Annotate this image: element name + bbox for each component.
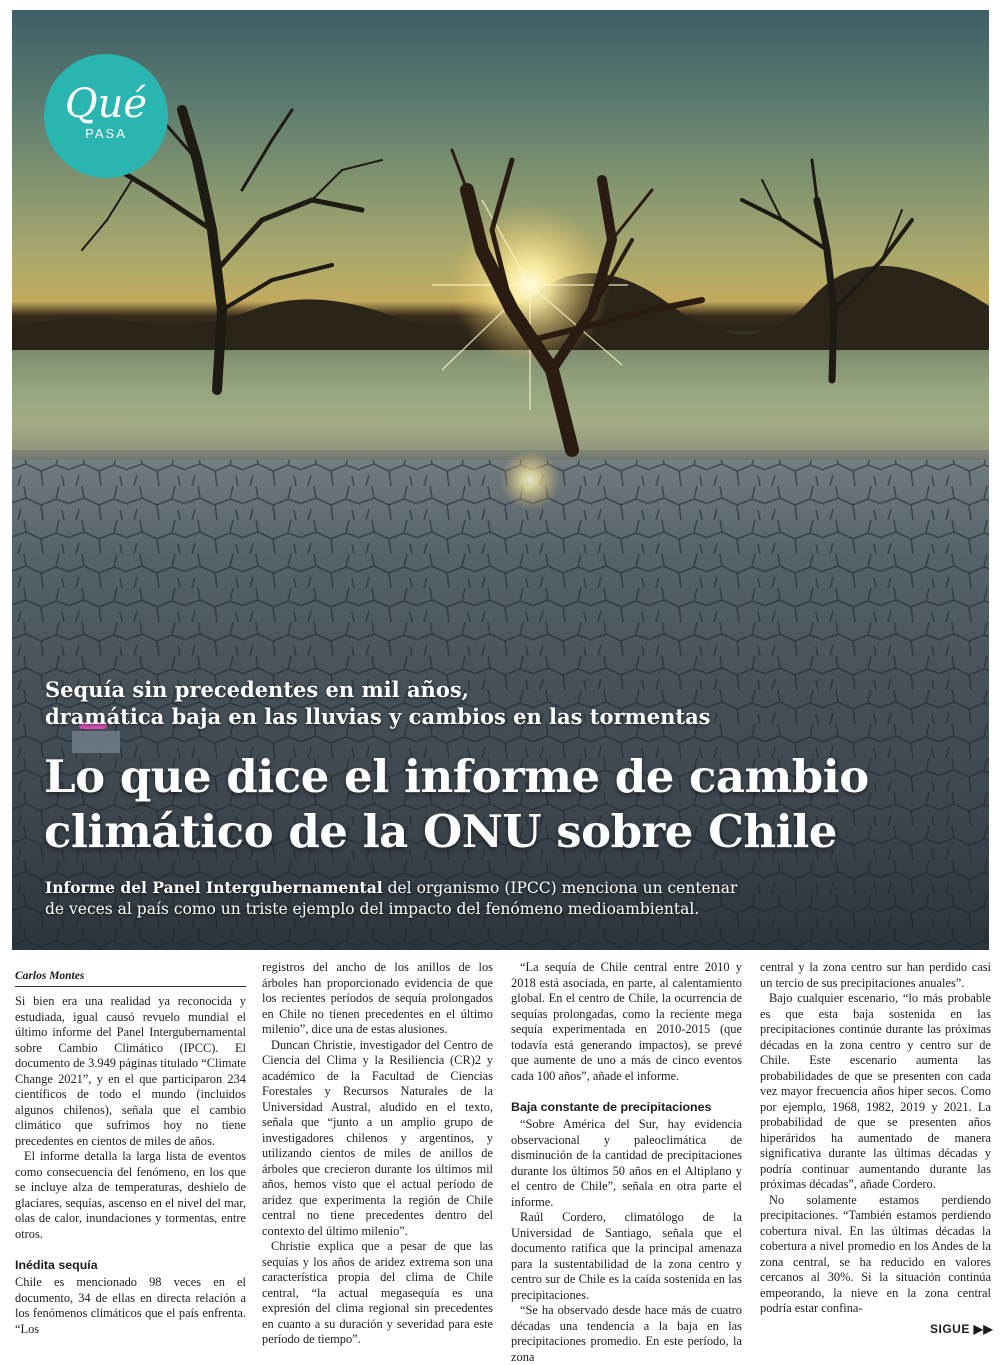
continue-indicator: SIGUE ▶▶ (930, 1322, 994, 1336)
subheading: Inédita sequía (15, 1258, 98, 1272)
kicker (45, 676, 945, 730)
dek-bold: Informe del Panel Intergubernamental (45, 878, 383, 897)
paragraph: Raúl Cordero, climatólogo de la Universidad de Santiago, señala que el documento ratifica que la principal amenaza para la sustentabilidad de la zona centro y centro sur de Chile es la caída sostenida en las precipitaciones. (511, 1210, 742, 1302)
paragraph: “Sobre América del Sur, hay evidencia observacional y paleoclimática de disminución de la cantidad de precipitaciones durante los últimos 50 años en el Altiplano y el centro de Chile”, señala en otra parte el informe. (511, 1117, 742, 1209)
paragraph: No solamente estamos perdiendo precipitaciones. “También estamos perdiendo cobertura nival. En las últimas décadas la cobertura a nivel promedio en los Andes de la zona central, se ha reducido en valores cercanos al 30%. Si la situación continúa empeorando, la nieve en la zona central podría estar confina- (760, 1192, 991, 1315)
paragraph: “La sequía de Chile central entre 2010 y 2018 está asociada, en parte, al calentamiento global. En el centro de Chile, la ocurrencia de sequías prolongadas, como la reciente mega sequía experimentada en 2010-2015 (que todavía está generando impactos), se prevé que aumente de uno a más de cinco eventos cada 100 años”, añade el informe. (511, 960, 742, 1083)
dek-line-2: de veces al país como un triste ejemplo del impacto del fenómeno medioambiental. (45, 900, 700, 918)
que-pasa-logo (44, 54, 168, 178)
logo-subtitle: PASA (85, 126, 127, 141)
dek (45, 877, 845, 920)
article-column-2 (262, 960, 493, 1348)
paragraph: central y la zona centro sur han perdido casi un tercio de sus precipitaciones anuales”. (760, 960, 991, 990)
subheading: Baja constante de precipitaciones (511, 1100, 712, 1114)
kicker-line-2: dramática baja en las lluvias y cambios en las tormentas (45, 704, 711, 729)
headline-line-2: climático de la ONU sobre Chile (44, 805, 837, 858)
paragraph: Duncan Christie, investigador del Centro de Ciencia del Clima y la Resiliencia (CR)2 y académico de la Facultad de Ciencias Forestales y Recursos Naturales de la Universidad Austral, aludido en el texto, señala que “junto a un amplio grupo de investigadores chilenos y argentinos, y utilizando cientos de miles de anillos de árboles que crecieron durante los últimos mil años, hemos visto que el actual período de aridez que experimenta la región de Chile central no tiene precedentes dentro del contexto del último milenio”. (262, 1037, 493, 1238)
article-column-1 (15, 994, 246, 1337)
paragraph: El informe detalla la larga lista de eventos como consecuencia del fenómeno, en los que se incluye alza de temperaturas, deshielo de glaciares, sequías, ascenso en el nivel del mar, olas de calor, inundaciones y tormentas, entre otros. (15, 1149, 246, 1241)
dek-rest: del organismo (IPCC) menciona un centenar (382, 879, 738, 897)
paragraph: “Se ha observado desde hace más de cuatro décadas una tendencia a la baja en las precipitaciones promedio. En este período, la zona (511, 1303, 742, 1364)
dek-line-1 (45, 877, 845, 899)
paragraph: Chile es mencionado 98 veces en el documento, 34 de ellas en directa relación a los fenómenos climáticos que el país enfrenta. “Los (15, 1275, 246, 1336)
paragraph: Christie explica que a pesar de que las sequías y los años de aridez extrema son una característica propia del clima de Chile central, “la actual megasequía es una expresión del clima regional sin precedentes en cuanto a su duración y severidad para este período de tiempo”. (262, 1239, 493, 1346)
byline: Carlos Montes (15, 969, 246, 987)
headline-line-1: Lo que dice el informe de cambio (44, 750, 869, 803)
kicker-line-1: Sequía sin precedentes en mil años, (45, 677, 469, 702)
paragraph: Si bien era una realidad ya reconocida y estudiada, igual causó revuelo mundial el último informe del Panel Intergubernamental sobre Cambio Climático (IPCC). El documento de 3.949 páginas titulado “Climate Change 2021”, y en el que participaron 234 científicos de todo el mundo (incluidos algunos chilenos), señala que el cambio climático que sufrimos hoy no tiene precedentes en cientos de miles de años. (15, 994, 246, 1148)
paragraph: Bajo cualquier escenario, “lo más probable es que esta baja sostenida en las precipitaciones continúe durante las próximas décadas en la zona centro y centro sur de Chile. Este escenario aumenta las probabilidades de que se presenten con cada vez mayor frecuencia años hiper secos. Como por ejemplo, 1968, 1982, 2019 y 2021. La probabilidad de que se presenten años hiperáridos ha aumentado de manera significativa durante las últimas décadas y podría continuar aumentando durante las próximas décadas”, añade Cordero. (760, 991, 991, 1191)
headline (44, 749, 964, 859)
article-column-4 (760, 960, 991, 1317)
article-column-3 (511, 960, 742, 1365)
logo-title: Qué (64, 81, 148, 127)
paragraph: registros del ancho de los anillos de los árboles han proporcionado evidencia de que los recientes períodos de sequía prolongados en Chile no tienen precedentes en el último milenio”, dice una de estas alusiones. (262, 960, 493, 1036)
